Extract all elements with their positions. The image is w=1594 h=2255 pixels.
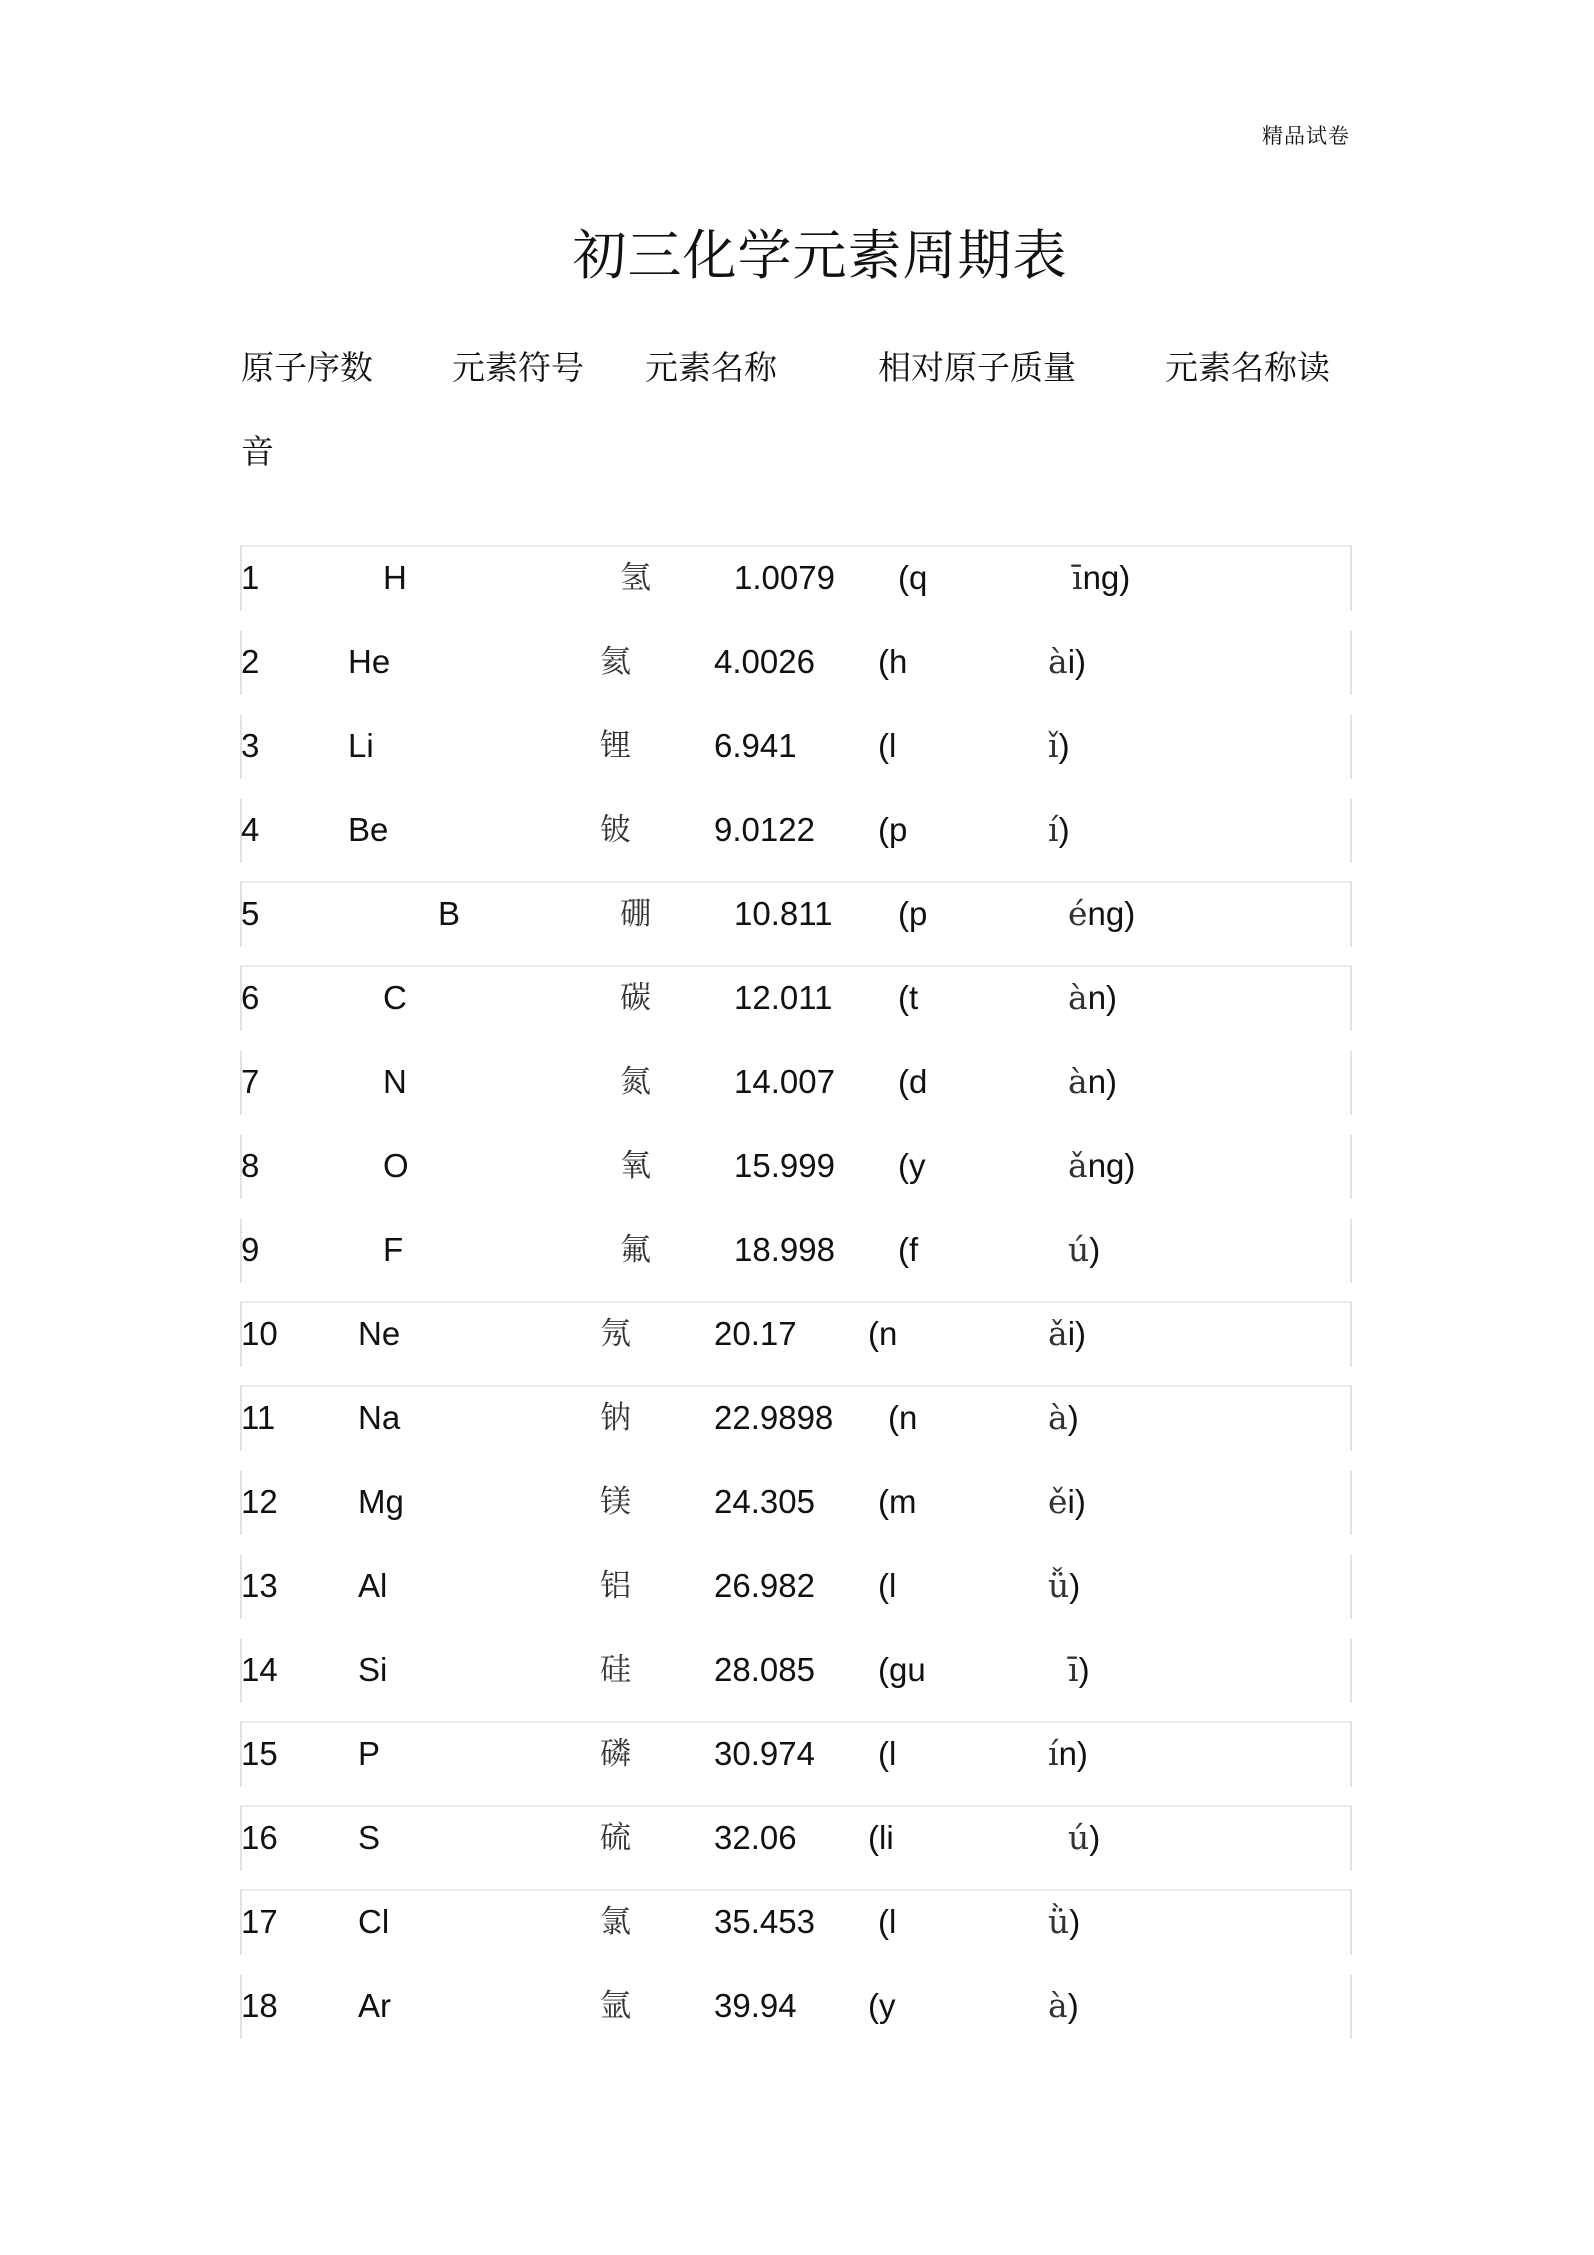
pinyin-ending: ng) (1082, 559, 1131, 596)
table-row (240, 1133, 1352, 1217)
pinyin-tone-vowel: ǐ (1048, 726, 1059, 765)
pinyin-final-cell (1068, 1647, 1090, 1693)
element-symbol-cell: Na (358, 1399, 401, 1436)
relative-mass-cell: 10.811 (734, 895, 833, 932)
relative-mass-cell: 14.007 (734, 1063, 835, 1100)
pinyin-final-cell (1068, 1143, 1135, 1189)
row-right-border (1350, 1639, 1352, 1703)
element-symbol-cell: S (358, 1819, 381, 1856)
row-divider (240, 1889, 1352, 1891)
atomic-number-cell: 14 (241, 1651, 278, 1688)
pinyin-ending: i) (1067, 643, 1087, 680)
atomic-number-cell: 5 (241, 895, 260, 932)
element-symbol-cell: Al (358, 1567, 388, 1604)
table-row (240, 1553, 1352, 1637)
pinyin-initial-cell: (h (878, 643, 908, 680)
row-right-border (1350, 1807, 1352, 1871)
atomic-number-cell: 6 (241, 979, 260, 1016)
element-symbol-cell: Li (348, 727, 374, 764)
element-symbol-cell: N (383, 1063, 407, 1100)
element-name-cell: 硼 (620, 896, 651, 932)
pinyin-initial-cell: (l (878, 1735, 897, 1772)
row-right-border (1350, 799, 1352, 863)
table-row (240, 629, 1352, 713)
pinyin-initial-cell: (l (878, 727, 897, 764)
pinyin-initial-cell: (y (898, 1147, 926, 1184)
pinyin-tone-vowel: ī (1068, 1650, 1079, 1689)
row-divider (240, 881, 1352, 883)
pinyin-initial-cell: (n (868, 1315, 898, 1352)
table-row (240, 1385, 1352, 1469)
pinyin-tone-vowel: é (1068, 894, 1088, 933)
header-name: 元素名称 (645, 348, 777, 387)
element-name-cell: 氩 (600, 1988, 631, 2024)
pinyin-ending: ) (1067, 1399, 1079, 1436)
table-row (240, 965, 1352, 1049)
atomic-number-cell: 15 (241, 1735, 278, 1772)
row-right-border (1350, 1555, 1352, 1619)
table-row (240, 1301, 1352, 1385)
atomic-number-cell: 11 (241, 1399, 276, 1436)
atomic-number-cell: 2 (241, 643, 260, 680)
pinyin-tone-vowel: ě (1048, 1482, 1068, 1521)
relative-mass-cell: 4.0026 (714, 643, 815, 680)
pinyin-ending: ng) (1087, 1147, 1136, 1184)
pinyin-tone-vowel: à (1068, 978, 1088, 1017)
pinyin-ending: n) (1058, 1735, 1088, 1772)
element-name-cell: 磷 (600, 1736, 631, 1772)
pinyin-final-cell (1048, 1983, 1079, 2029)
table-row (240, 797, 1352, 881)
element-name-cell: 氢 (620, 560, 651, 596)
pinyin-initial-cell: (gu (878, 1651, 926, 1688)
pinyin-final-cell (1048, 807, 1070, 853)
relative-mass-cell: 32.06 (714, 1819, 797, 1856)
pinyin-tone-vowel: í (1048, 810, 1059, 849)
row-right-border (1350, 1135, 1352, 1199)
relative-mass-cell: 22.9898 (714, 1399, 834, 1436)
pinyin-final-cell (1068, 1227, 1100, 1273)
header-atomic-number: 原子序数 (241, 348, 373, 387)
element-symbol-cell: O (383, 1147, 409, 1184)
element-name-cell: 氯 (600, 1904, 631, 1940)
element-name-cell: 氧 (620, 1148, 651, 1184)
relative-mass-cell: 24.305 (714, 1483, 815, 1520)
pinyin-tone-vowel: à (1048, 1398, 1068, 1437)
atomic-number-cell: 10 (241, 1315, 278, 1352)
pinyin-initial-cell: (y (868, 1987, 896, 2024)
pinyin-initial-cell: (l (878, 1567, 897, 1604)
element-symbol-cell: Ar (358, 1987, 391, 2024)
pinyin-ending: ) (1089, 1819, 1101, 1856)
pinyin-tone-vowel: í (1048, 1734, 1059, 1773)
pinyin-tone-vowel: à (1068, 1062, 1088, 1101)
element-name-cell: 硅 (600, 1652, 631, 1688)
pinyin-tone-vowel: à (1048, 1986, 1068, 2025)
relative-mass-cell: 6.941 (714, 727, 797, 764)
pinyin-initial-cell: (li (868, 1819, 894, 1856)
element-name-cell: 锂 (600, 728, 631, 764)
row-right-border (1350, 631, 1352, 695)
pinyin-initial-cell: (f (898, 1231, 919, 1268)
relative-mass-cell: 9.0122 (714, 811, 815, 848)
row-right-border (1350, 1219, 1352, 1283)
atomic-number-cell: 17 (241, 1903, 278, 1940)
element-symbol-cell: Si (358, 1651, 388, 1688)
pinyin-initial-cell: (n (888, 1399, 918, 1436)
pinyin-ending: ) (1089, 1231, 1101, 1268)
pinyin-final-cell (1068, 1059, 1117, 1105)
row-right-border (1350, 1975, 1352, 2039)
relative-mass-cell: 39.94 (714, 1987, 797, 2024)
pinyin-initial-cell: (d (898, 1063, 928, 1100)
element-symbol-cell: Mg (358, 1483, 404, 1520)
row-divider (240, 1805, 1352, 1807)
element-symbol-cell: P (358, 1735, 381, 1772)
pinyin-final-cell (1068, 975, 1117, 1021)
pinyin-ending: i) (1067, 1315, 1087, 1352)
atomic-number-cell: 9 (241, 1231, 260, 1268)
pinyin-tone-vowel: ǚ (1048, 1566, 1070, 1605)
pinyin-ending: ) (1069, 1903, 1081, 1940)
header-relative-mass: 相对原子质量 (878, 348, 1076, 387)
atomic-number-cell: 3 (241, 727, 260, 764)
pinyin-final-cell (1048, 1731, 1088, 1777)
pinyin-final-cell (1048, 1395, 1079, 1441)
atomic-number-cell: 1 (241, 559, 260, 596)
element-name-cell: 镁 (600, 1484, 631, 1520)
atomic-number-cell: 8 (241, 1147, 260, 1184)
row-right-border (1350, 883, 1352, 947)
pinyin-initial-cell: (p (878, 811, 908, 848)
relative-mass-cell: 26.982 (714, 1567, 815, 1604)
pinyin-tone-vowel: ǎ (1068, 1146, 1088, 1185)
relative-mass-cell: 28.085 (714, 1651, 815, 1688)
atomic-number-cell: 4 (241, 811, 260, 848)
element-name-cell: 钠 (600, 1400, 631, 1436)
element-name-cell: 硫 (600, 1820, 631, 1856)
element-table (240, 545, 1352, 2057)
pinyin-ending: n) (1087, 1063, 1118, 1100)
relative-mass-cell: 15.999 (734, 1147, 835, 1184)
element-symbol-cell: He (348, 643, 391, 680)
pinyin-final-cell (1048, 1899, 1080, 1945)
atomic-number-cell: 7 (241, 1063, 260, 1100)
row-right-border (1350, 1891, 1352, 1955)
page-title: 初三化学元素周期表 (572, 224, 1068, 287)
table-row (240, 1637, 1352, 1721)
element-name-cell: 氖 (600, 1316, 631, 1352)
header-symbol: 元素符号 (452, 348, 584, 387)
element-name-cell: 碳 (620, 980, 651, 1016)
row-right-border (1350, 1303, 1352, 1367)
pinyin-tone-vowel: ú (1068, 1230, 1090, 1269)
table-row (240, 1217, 1352, 1301)
row-divider (240, 965, 1352, 967)
table-row (240, 1805, 1352, 1889)
element-symbol-cell: Ne (358, 1315, 401, 1352)
header-pronunciation: 元素名称读 (1165, 348, 1330, 387)
table-row (240, 1469, 1352, 1553)
element-symbol-cell: C (383, 979, 407, 1016)
relative-mass-cell: 20.17 (714, 1315, 797, 1352)
element-name-cell: 铝 (600, 1568, 631, 1604)
pinyin-final-cell (1072, 555, 1130, 601)
pinyin-ending: ) (1069, 1567, 1081, 1604)
element-name-cell: 铍 (600, 812, 631, 848)
row-right-border (1350, 1387, 1352, 1451)
relative-mass-cell: 35.453 (714, 1903, 815, 1940)
table-row (240, 713, 1352, 797)
pinyin-ending: ) (1078, 1651, 1090, 1688)
element-name-cell: 氮 (620, 1064, 651, 1100)
table-row (240, 1721, 1352, 1805)
pinyin-final-cell (1048, 639, 1086, 685)
pinyin-tone-vowel: ǎ (1048, 1314, 1068, 1353)
row-divider (240, 545, 1352, 547)
row-right-border (1350, 1051, 1352, 1115)
row-right-border (1350, 1723, 1352, 1787)
table-row (240, 1889, 1352, 1973)
element-symbol-cell: F (383, 1231, 404, 1268)
row-right-border (1350, 1471, 1352, 1535)
pinyin-final-cell (1048, 723, 1070, 769)
pinyin-final-cell (1068, 1815, 1100, 1861)
element-symbol-cell: Cl (358, 1903, 390, 1940)
element-symbol-cell: H (383, 559, 407, 596)
pinyin-initial-cell: (m (878, 1483, 917, 1520)
pinyin-tone-vowel: ǜ (1048, 1902, 1070, 1941)
table-row (240, 1049, 1352, 1133)
pinyin-tone-vowel: ī (1072, 558, 1083, 597)
pinyin-initial-cell: (t (898, 979, 919, 1016)
pinyin-ending: ) (1058, 727, 1070, 764)
atomic-number-cell: 16 (241, 1819, 278, 1856)
relative-mass-cell: 18.998 (734, 1231, 835, 1268)
pinyin-ending: ) (1067, 1987, 1079, 2024)
relative-mass-cell: 12.011 (734, 979, 833, 1016)
row-right-border (1350, 715, 1352, 779)
row-divider (240, 1721, 1352, 1723)
pinyin-ending: ng) (1087, 895, 1136, 932)
element-symbol-cell: B (438, 895, 461, 932)
table-row (240, 545, 1352, 629)
pinyin-initial-cell: (l (878, 1903, 897, 1940)
element-name-cell: 氟 (620, 1232, 651, 1268)
pinyin-ending: i) (1067, 1483, 1086, 1520)
atomic-number-cell: 18 (241, 1987, 278, 2024)
element-symbol-cell: Be (348, 811, 389, 848)
pinyin-ending: ) (1058, 811, 1070, 848)
row-right-border (1350, 547, 1352, 611)
table-row (240, 881, 1352, 965)
pinyin-initial-cell: (q (898, 559, 928, 596)
pinyin-final-cell (1048, 1563, 1080, 1609)
pinyin-final-cell (1048, 1479, 1086, 1525)
pinyin-final-cell (1068, 891, 1135, 937)
pinyin-tone-vowel: à (1048, 642, 1068, 681)
pinyin-tone-vowel: ú (1068, 1818, 1090, 1857)
pinyin-ending: n) (1087, 979, 1118, 1016)
atomic-number-cell: 12 (241, 1483, 278, 1520)
element-name-cell: 氦 (600, 644, 631, 680)
row-divider (240, 1385, 1352, 1387)
row-right-border (1350, 967, 1352, 1031)
header-pronunciation-wrap: 音 (241, 432, 274, 471)
table-row (240, 1973, 1352, 2057)
page-header: 精品试卷 (1262, 124, 1350, 148)
row-divider (240, 1301, 1352, 1303)
atomic-number-cell: 13 (241, 1567, 278, 1604)
relative-mass-cell: 30.974 (714, 1735, 815, 1772)
relative-mass-cell: 1.0079 (734, 559, 835, 596)
pinyin-final-cell (1048, 1311, 1086, 1357)
pinyin-initial-cell: (p (898, 895, 928, 932)
